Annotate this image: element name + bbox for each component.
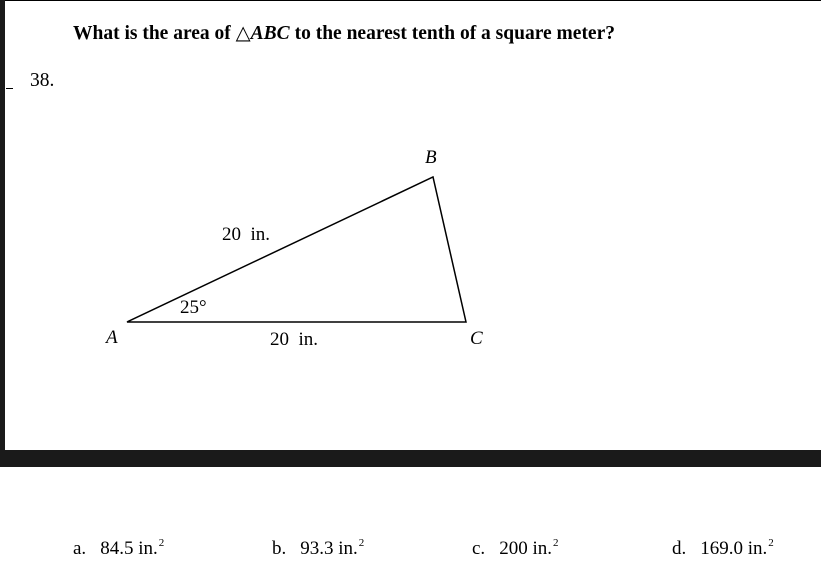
choice-b-exponent: 2: [358, 537, 365, 549]
choice-b[interactable]: [272, 537, 364, 560]
choice-d-letter: d.: [672, 538, 687, 559]
choice-c[interactable]: [472, 537, 558, 560]
choice-d-exponent: 2: [768, 537, 774, 549]
side-ab-label: 20 in.: [222, 224, 271, 245]
triangle-symbol: △: [235, 23, 251, 44]
choice-b-letter: b.: [272, 538, 287, 559]
choice-a-letter: a.: [73, 538, 87, 559]
vertex-b-label: B: [425, 147, 437, 168]
question-number: 38.: [30, 70, 55, 91]
choice-c-letter: c.: [472, 538, 486, 559]
triangle-name: ABC: [250, 23, 290, 44]
choice-a[interactable]: [73, 537, 164, 560]
choice-b-value: 93.3 in.: [300, 538, 358, 559]
angle-a-label: 25°: [180, 297, 207, 318]
question-suffix: to the nearest tenth of a square meter?: [289, 23, 615, 44]
vertex-c-label: C: [470, 328, 483, 349]
choice-c-value: 200 in.: [499, 538, 552, 559]
triangle-abc: [127, 177, 466, 322]
choice-d-value: 169.0 in.: [700, 538, 768, 559]
side-ac-label: 20 in.: [270, 329, 319, 350]
choice-a-value: 84.5 in.: [100, 538, 158, 559]
choice-a-exponent: 2: [158, 537, 165, 549]
vertex-a-label: A: [106, 327, 118, 348]
question-prefix: What is the area of: [73, 23, 236, 44]
choice-d[interactable]: [672, 537, 774, 560]
choice-c-exponent: 2: [552, 537, 559, 549]
